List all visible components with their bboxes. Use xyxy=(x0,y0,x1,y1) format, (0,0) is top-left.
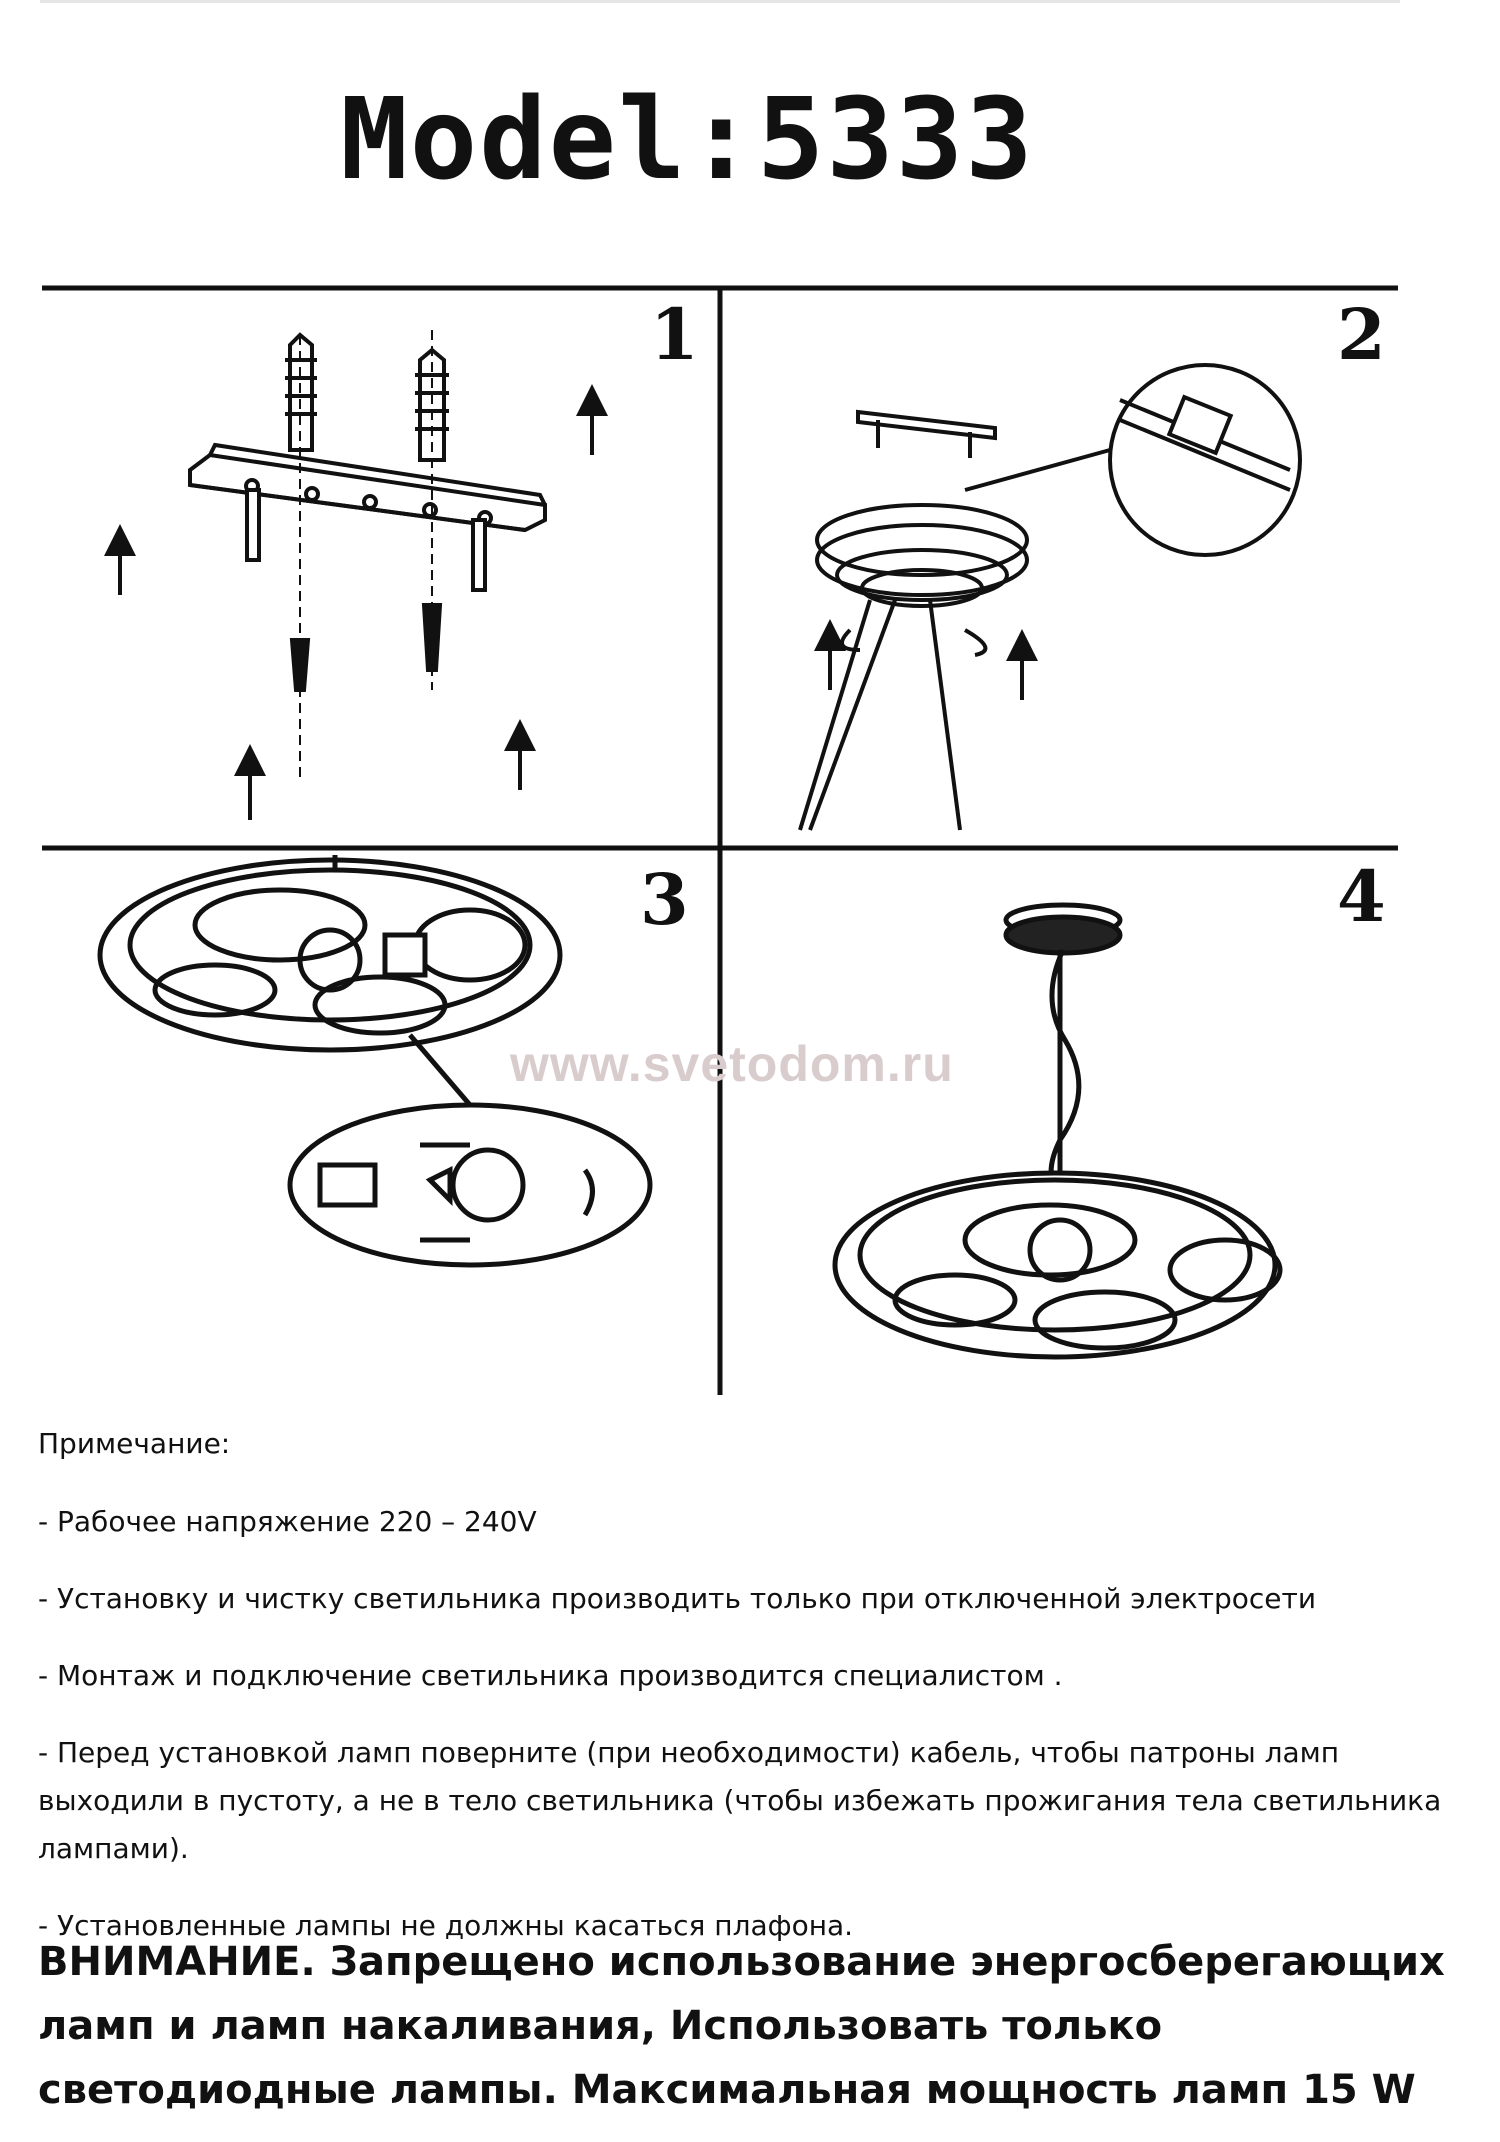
step-number-2: 2 xyxy=(1337,293,1386,376)
note-item: - Рабочее напряжение 220 – 240V xyxy=(38,1505,537,1538)
notes-title: Примечание: xyxy=(38,1427,231,1460)
note-item: - Установку и чистку светильника производить только при отключенной электросети xyxy=(38,1582,1317,1615)
watermark: www.svetodom.ru xyxy=(510,1036,954,1092)
step1-bracket-illustration xyxy=(120,330,592,820)
step2-canopy-illustration xyxy=(800,365,1300,830)
note-item: - Установленные лампы не должны касаться плафона. xyxy=(38,1909,854,1942)
notes-section xyxy=(38,1420,1478,1979)
warning-text: ВНИМАНИЕ. Запрещено использование энергосберегающих ламп и ламп накаливания, Использовать только светодиодные лампы. Максимальная мощность ламп 15 W xyxy=(38,1939,1445,2113)
step4-assembled-illustration xyxy=(835,905,1280,1357)
step-number-3: 3 xyxy=(640,858,689,941)
note-item: - Монтаж и подключение светильника производится специалистом . xyxy=(38,1659,1063,1692)
step-number-1: 1 xyxy=(650,293,699,376)
note-item: - Перед установкой ламп поверните (при необходимости) кабель, чтобы патроны ламп выходили в пустоту, а не в тело светильника (чтобы избежать прожигания тела светильника лампами). xyxy=(38,1736,1442,1865)
step-number-4: 4 xyxy=(1337,855,1386,938)
model-title: Model:5333 xyxy=(340,75,1035,205)
